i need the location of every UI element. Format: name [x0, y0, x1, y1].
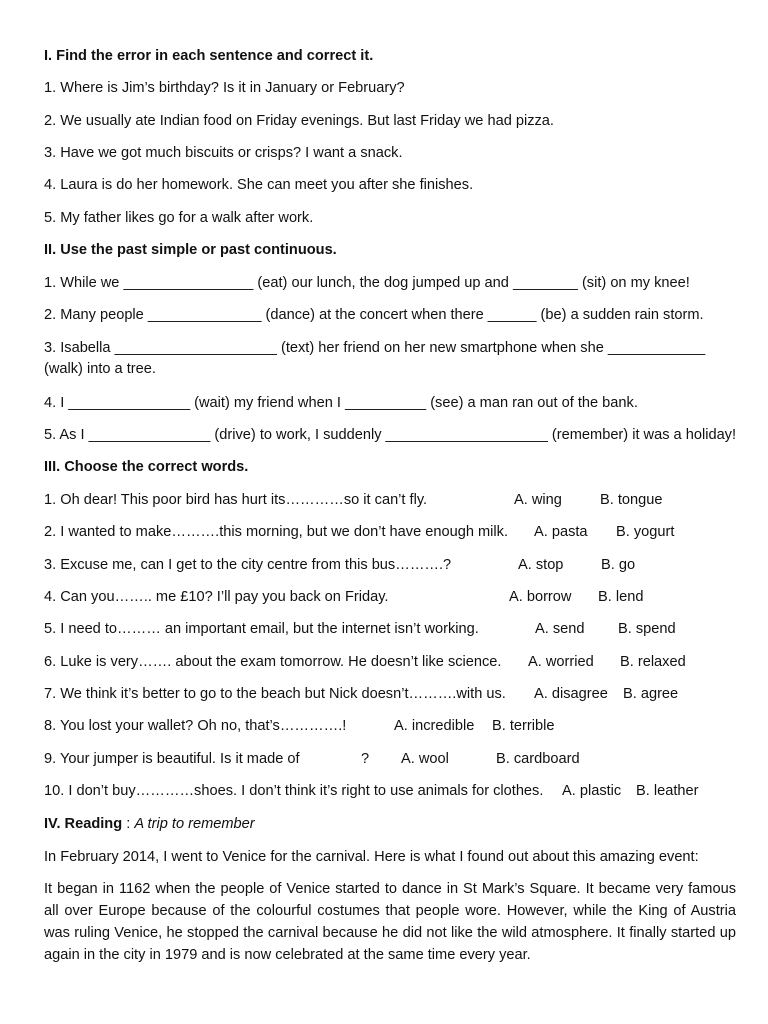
option-a: A. wool — [401, 751, 449, 767]
option-b: B. relaxed — [620, 654, 686, 670]
section-1-heading: I. Find the error in each sentence and correct it. — [44, 48, 374, 64]
option-a: A. plastic — [562, 783, 622, 799]
question-text: 1. Oh dear! This poor bird has hurt its…………so it can’t fly. — [44, 492, 428, 508]
question-text: 10. I don’t buy…………shoes. I don’t think it’s right to use animals for clothes. — [44, 783, 544, 799]
section-1-item-5: 5. My father likes go for a walk after work. — [44, 210, 314, 226]
section-4-heading-separator: : — [122, 816, 135, 832]
option-a: A. disagree — [534, 686, 608, 702]
section-2-item-2: 2. Many people ______________ (dance) at the concert when there ______ (be) a sudden rain storm. — [44, 307, 704, 323]
section-2-heading: II. Use the past simple or past continuous. — [44, 242, 337, 258]
question-text: 9. Your jumper is beautiful. Is it made of — [44, 751, 300, 767]
option-a: A. send — [535, 621, 585, 637]
option-b: B. tongue — [600, 492, 663, 508]
question-text: 2. I wanted to make……….this morning, but we don’t have enough milk. — [44, 524, 508, 540]
option-b: B. spend — [618, 621, 676, 637]
option-b: B. go — [601, 557, 636, 573]
question-text: 5. I need to……… an important email, but the internet isn’t working. — [44, 621, 479, 637]
section-2-item-1: 1. While we ________________ (eat) our lunch, the dog jumped up and ________ (sit) on my knee! — [44, 275, 690, 291]
section-2-item-5: 5. As I _______________ (drive) to work, I suddenly ____________________ (remember) it was a holiday! — [44, 427, 737, 443]
question-text: 7. We think it’s better to go to the beach but Nick doesn’t……….with us. — [44, 686, 506, 702]
option-a: A. worried — [528, 654, 594, 670]
option-b: B. cardboard — [496, 751, 580, 767]
section-4-heading-label: IV. Reading — [44, 816, 123, 832]
option-b: B. agree — [623, 686, 679, 702]
section-1-item-1: 1. Where is Jim’s birthday? Is it in January or February? — [44, 80, 405, 96]
question-text: 4. Can you…….. me £10? I’ll pay you back on Friday. — [44, 589, 389, 605]
section-2-item-3-continued: (walk) into a tree. — [44, 361, 156, 377]
question-text: 8. You lost your wallet? Oh no, that’s………….! — [44, 718, 347, 734]
section-1-item-2: 2. We usually ate Indian food on Friday evenings. But last Friday we had pizza. — [44, 113, 554, 129]
option-b: B. lend — [598, 589, 644, 605]
section-1-item-4: 4. Laura is do her homework. She can meet you after she finishes. — [44, 177, 474, 193]
option-a: A. wing — [514, 492, 562, 508]
section-4-heading — [44, 814, 255, 835]
option-a: A. borrow — [509, 589, 572, 605]
reading-passage: It began in 1162 when the people of Venice started to dance in St Mark’s Square. It became very famous all over Europe because of the colourful costumes that people wore. However, while the King of Austria was ruling Venice, he stopped the carnival because he did not like the wild atmosphere. It finally started up again in the city in 1979 and is now celebrated at the same time every year. — [44, 881, 736, 963]
reading-intro: In February 2014, I went to Venice for the carnival. Here is what I found out about this amazing event: — [44, 849, 699, 865]
section-3-heading: III. Choose the correct words. — [44, 459, 249, 475]
option-a: A. incredible — [394, 718, 475, 734]
section-2-item-4: 4. I _______________ (wait) my friend when I __________ (see) a man ran out of the bank. — [44, 395, 638, 411]
option-b: B. yogurt — [616, 524, 675, 540]
option-a: A. stop — [518, 557, 564, 573]
question-text: 6. Luke is very……. about the exam tomorrow. He doesn’t like science. — [44, 654, 502, 670]
option-a: A. pasta — [534, 524, 588, 540]
section-1-item-3: 3. Have we got much biscuits or crisps? I want a snack. — [44, 145, 403, 161]
answer-blank: ? — [361, 751, 370, 767]
option-b: B. terrible — [492, 718, 555, 734]
reading-title: A trip to remember — [134, 816, 255, 832]
question-text: 3. Excuse me, can I get to the city centre from this bus……….? — [44, 557, 452, 573]
section-2-item-3: 3. Isabella ____________________ (text) her friend on her new smartphone when she ____________ — [44, 340, 706, 356]
option-b: B. leather — [636, 783, 699, 799]
